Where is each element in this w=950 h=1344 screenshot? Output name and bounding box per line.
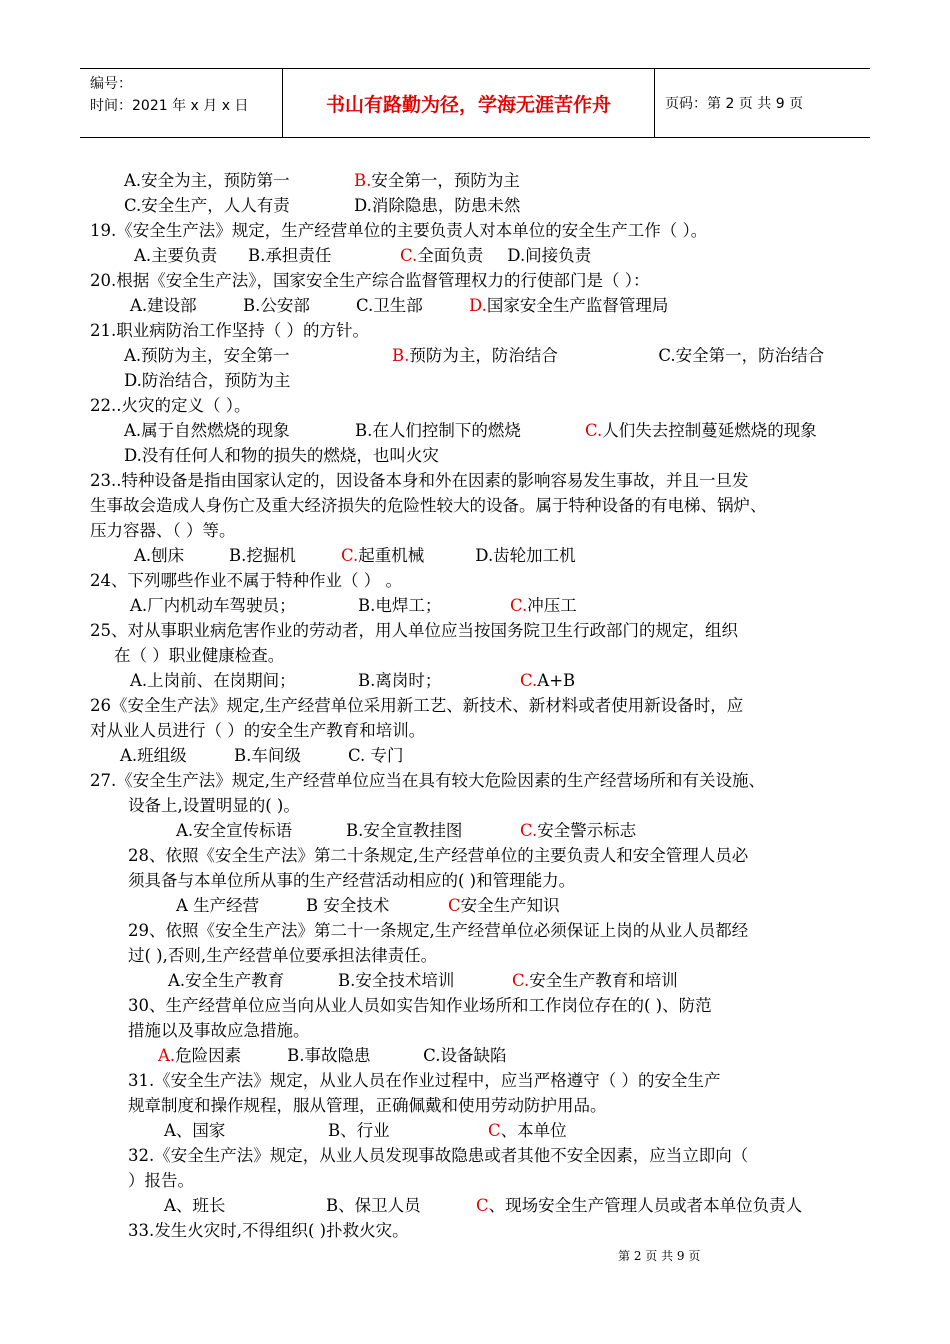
text-segment: A.班组级	[120, 746, 187, 765]
text-line	[176, 895, 560, 917]
text-segment: 28、依照《安全生产法》第二十条规定,生产经营单位的主要负责人和安全管理人员必	[128, 846, 749, 865]
text-line	[90, 395, 250, 417]
text-line	[90, 695, 743, 717]
text-line	[128, 1170, 194, 1192]
text-segment: A.预防为主，安全第一	[124, 346, 290, 365]
text-line	[134, 545, 576, 567]
text-segment: A.安全宣传标语	[176, 821, 293, 840]
text-segment: 、现场安全生产管理人员或者本单位负责人	[488, 1196, 803, 1215]
answer-marker: C.	[520, 821, 538, 840]
text-segment: 24、下列哪些作业不属于特种作业（ ） 。	[90, 571, 402, 590]
text-segment: 22..火灾的定义（ ）。	[90, 396, 251, 415]
answer-marker: C.	[341, 546, 359, 565]
text-line	[90, 570, 402, 592]
text-line	[130, 670, 575, 692]
text-line	[128, 795, 300, 817]
text-line	[90, 720, 425, 742]
text-line	[128, 1070, 721, 1092]
text-segment: B.离岗时；	[358, 671, 442, 690]
header-meta	[80, 69, 283, 137]
text-line	[128, 870, 575, 892]
text-line	[128, 1095, 607, 1117]
page-header	[80, 68, 870, 138]
text-segment: C.安全生产，人人有责	[124, 196, 290, 215]
answer-marker: C	[476, 1196, 489, 1215]
text-line	[128, 995, 712, 1017]
text-segment: 冲压工	[527, 596, 577, 615]
text-segment: B、保卫人员	[326, 1196, 421, 1215]
text-line	[90, 770, 765, 792]
text-segment: 安全第一，预防为主	[371, 171, 520, 190]
answer-marker: C.	[585, 421, 603, 440]
text-segment: 须具备与本单位所从事的生产经营活动相应的( )和管理能力。	[128, 871, 576, 890]
text-segment: 26《安全生产法》规定,生产经营单位采用新工艺、新技术、新材料或者使用新设备时，应	[90, 696, 744, 715]
text-segment: C. 专门	[348, 746, 404, 765]
doc-number-label: 编号：	[90, 76, 132, 92]
header-page-number: 页码：第 2 页 共 9 页	[665, 96, 804, 112]
text-segment: A.建设部	[130, 296, 197, 315]
text-line	[134, 245, 591, 267]
text-segment: 安全生产知识	[460, 896, 560, 915]
text-segment: 、本单位	[500, 1121, 567, 1140]
text-line	[124, 195, 520, 217]
text-segment: 措施以及事故应急措施。	[128, 1021, 310, 1040]
text-segment: A+B	[537, 671, 576, 690]
text-segment: 起重机械	[358, 546, 425, 565]
text-line	[128, 1220, 409, 1242]
answer-marker: C.	[520, 671, 538, 690]
answer-marker: C	[448, 896, 461, 915]
text-segment: B.在人们控制下的燃烧	[355, 421, 521, 440]
text-segment: 23..特种设备是指由国家认定的，因设备本身和外在因素的影响容易发生事故，并且一旦发	[90, 471, 749, 490]
text-line	[90, 470, 749, 492]
text-segment: 32.《安全生产法》规定，从业人员发现事故隐患或者其他不安全因素，应当立即向（	[128, 1146, 749, 1165]
text-segment: 31.《安全生产法》规定，从业人员在作业过程中，应当严格遵守（ ）的安全生产	[128, 1071, 721, 1090]
text-segment: ）报告。	[128, 1171, 194, 1190]
text-segment: 国家安全生产监督管理局	[486, 296, 669, 315]
text-segment: A.安全生产教育	[168, 971, 285, 990]
doc-time-label: 时间：2021 年 x 月 x 日	[90, 98, 249, 114]
text-segment: B.挖掘机	[229, 546, 296, 565]
text-segment: 规章制度和操作规程，服从管理，正确佩戴和使用劳动防护用品。	[128, 1096, 607, 1115]
text-segment: 危险因素	[175, 1046, 242, 1065]
text-line	[128, 1145, 748, 1167]
text-segment: C.安全第一，防治结合	[658, 346, 825, 365]
text-line	[90, 520, 236, 542]
answer-marker: D.	[469, 296, 487, 315]
text-segment: A.安全为主，预防第一	[124, 171, 290, 190]
text-segment: B 安全技术	[306, 896, 390, 915]
text-line	[124, 420, 817, 442]
text-line	[128, 1020, 310, 1042]
text-segment: 在（ ）职业健康检查。	[114, 646, 285, 665]
answer-marker: C.	[512, 971, 530, 990]
text-segment: D.没有任何人和物的损失的燃烧，也叫火灾	[124, 446, 439, 465]
text-segment: A 生产经营	[176, 896, 260, 915]
text-segment: 33.发生火灾时,不得组织( )扑救火灾。	[128, 1221, 409, 1240]
text-segment: B、行业	[328, 1121, 390, 1140]
text-segment: 设备上,设置明显的( )。	[128, 796, 300, 815]
text-segment: B.安全宣教挂图	[346, 821, 463, 840]
text-line	[168, 970, 678, 992]
answer-marker: B.	[392, 346, 410, 365]
text-segment: A、国家	[164, 1121, 226, 1140]
text-segment: 生事故会造成人身伤亡及重大经济损失的危险性较大的设备。属于特种设备的有电梯、锅炉、	[90, 496, 767, 515]
answer-marker: C	[488, 1121, 501, 1140]
text-line	[90, 495, 767, 517]
text-segment: 对从业人员进行（ ）的安全生产教育和培训。	[90, 721, 426, 740]
text-segment: A.属于自然燃烧的现象	[124, 421, 290, 440]
text-segment: 人们失去控制蔓延燃烧的现象	[602, 421, 817, 440]
text-segment: D.防治结合，预防为主	[124, 371, 291, 390]
text-segment: 安全警示标志	[537, 821, 637, 840]
text-segment: 21.职业病防治工作坚持（ ）的方针。	[90, 321, 369, 340]
text-line	[164, 1195, 802, 1217]
text-line	[124, 170, 520, 192]
text-line	[128, 945, 437, 967]
text-segment: 29、依照《安全生产法》第二十一条规定,生产经营单位必须保证上岗的从业人员都经	[128, 921, 749, 940]
text-line	[90, 620, 738, 642]
text-segment: 安全生产教育和培训	[529, 971, 678, 990]
text-segment: B.事故隐患	[287, 1046, 371, 1065]
page-footer: 第 2 页 共 9 页	[618, 1249, 701, 1263]
text-segment: B.电焊工；	[358, 596, 442, 615]
text-segment: B.车间级	[234, 746, 301, 765]
header-motto: 书山有路勤为径，学海无涯苦作舟	[283, 69, 655, 137]
text-segment: 压力容器、（ ）等。	[90, 521, 236, 540]
text-line	[164, 1120, 567, 1142]
text-segment: 20.根据《安全生产法》，国家安全生产综合监督管理权力的行使部门是（ ）：	[90, 271, 650, 290]
text-segment: C.设备缺陷	[423, 1046, 507, 1065]
text-segment: D.齿轮加工机	[475, 546, 576, 565]
text-segment: 19.《安全生产法》规定，生产经营单位的主要负责人对本单位的安全生产工作（ ）。	[90, 221, 708, 240]
text-line	[128, 920, 748, 942]
text-segment: A.厂内机动车驾驶员；	[130, 596, 296, 615]
text-segment: 过( ),否则,生产经营单位要承担法律责任。	[128, 946, 438, 965]
text-line	[124, 445, 439, 467]
text-line	[90, 320, 369, 342]
text-line	[124, 370, 290, 392]
text-segment: 30、生产经营单位应当向从业人员如实告知作业场所和工作岗位存在的( )、防范	[128, 996, 712, 1015]
text-line	[130, 295, 668, 317]
text-line	[90, 220, 707, 242]
text-line	[128, 845, 748, 867]
text-segment: C.卫生部	[356, 296, 423, 315]
text-segment: 全面负责	[417, 246, 484, 265]
text-line	[130, 595, 577, 617]
text-segment: D.间接负责	[507, 246, 592, 265]
text-segment: 25、对从事职业病危害作业的劳动者，用人单位应当按国务院卫生行政部门的规定，组织	[90, 621, 738, 640]
text-segment: 预防为主，防治结合	[409, 346, 558, 365]
text-segment: A.刨床	[134, 546, 185, 565]
text-line	[114, 645, 284, 667]
text-segment: A、班长	[164, 1196, 226, 1215]
answer-marker: C.	[400, 246, 418, 265]
text-line	[158, 1045, 506, 1067]
text-line	[124, 345, 824, 367]
text-line	[176, 820, 636, 842]
answer-marker: B.	[354, 171, 372, 190]
text-segment: D.消除隐患，防患未然	[354, 196, 521, 215]
text-segment: A.主要负责	[134, 246, 218, 265]
text-line	[90, 270, 650, 292]
answer-marker: A.	[158, 1046, 176, 1065]
text-segment: B.安全技术培训	[338, 971, 455, 990]
text-segment: 27.《安全生产法》规定,生产经营单位应当在具有较大危险因素的生产经营场所和有关设施、	[90, 771, 765, 790]
text-segment: A.上岗前、在岗期间；	[130, 671, 296, 690]
text-segment: B.公安部	[243, 296, 310, 315]
text-segment: B.承担责任	[248, 246, 332, 265]
answer-marker: C.	[510, 596, 528, 615]
text-line	[120, 745, 404, 767]
